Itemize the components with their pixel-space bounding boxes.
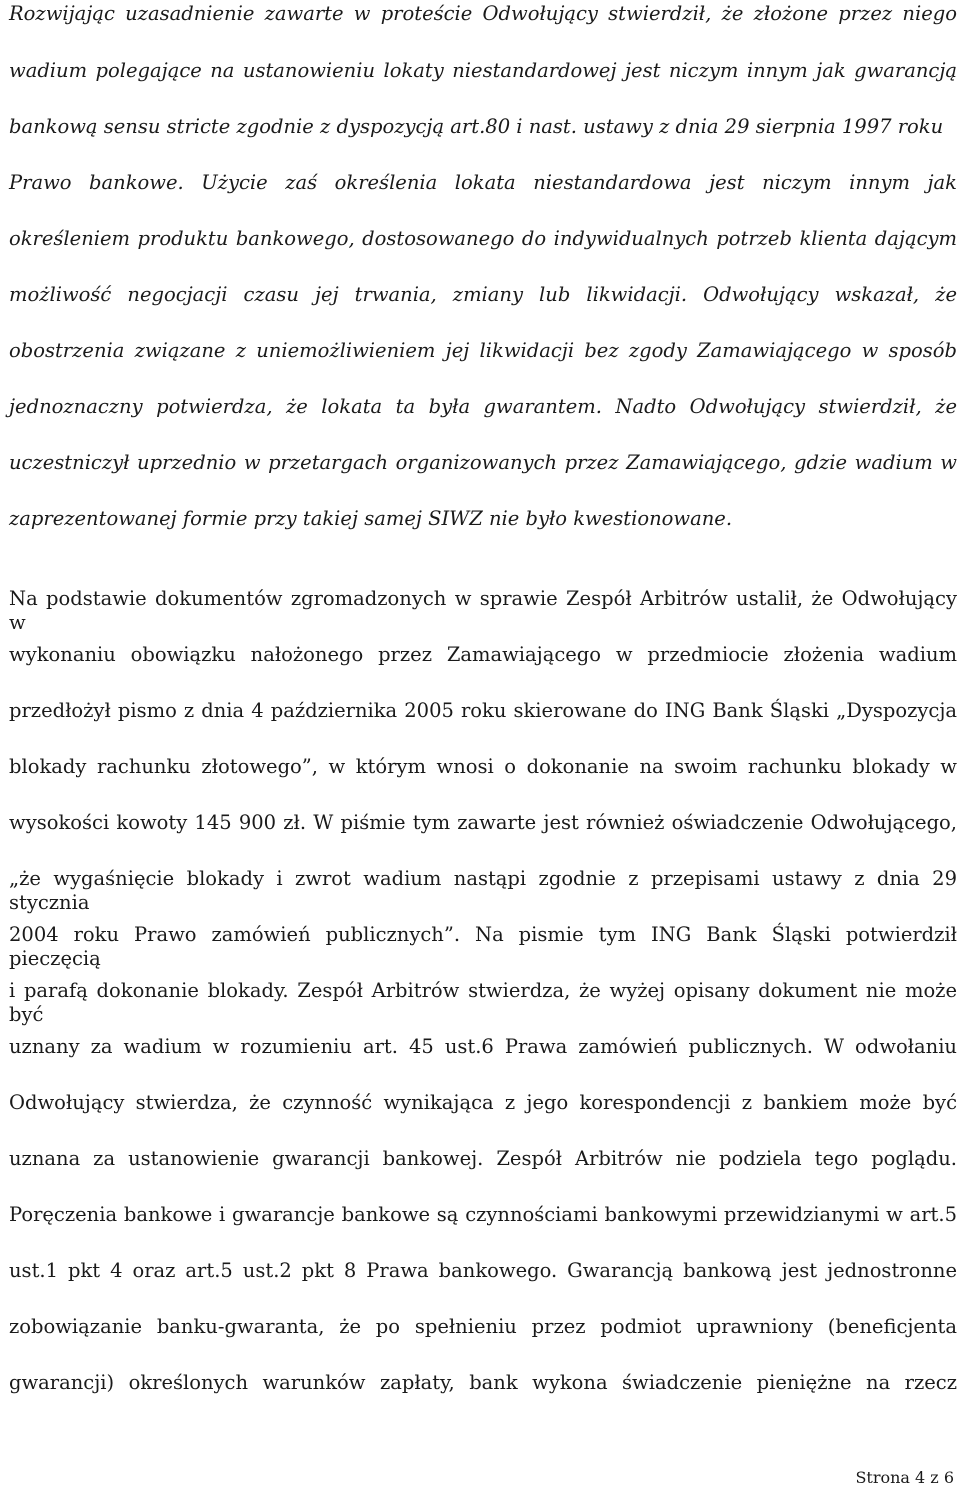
text-line: wykonaniu obowiązku nałożonego przez Zamawiającego w przedmiocie złożenia wadium (9, 643, 957, 666)
text-line: przedłożył pismo z dnia 4 października 2005 roku skierowane do ING Bank Śląski „Dyspozycja (9, 699, 957, 722)
text-line: obostrzenia związane z uniemożliwieniem jej likwidacji bez zgody Zamawiającego w sposób (9, 339, 957, 362)
text-line: Na podstawie dokumentów zgromadzonych w sprawie Zespół Arbitrów ustalił, że Odwołujący w (9, 587, 957, 634)
text-line: i parafą dokonanie blokady. Zespół Arbitrów stwierdza, że wyżej opisany dokument nie może być (9, 979, 957, 1026)
text-line: Odwołujący stwierdza, że czynność wynikająca z jego korespondencji z bankiem może być (9, 1091, 957, 1114)
text-line: możliwość negocjacji czasu jej trwania, zmiany lub likwidacji. Odwołujący wskazał, że (9, 283, 957, 306)
text-line: ust.1 pkt 4 oraz art.5 ust.2 pkt 8 Prawa bankowego. Gwarancją bankową jest jednostronne (9, 1259, 957, 1282)
page-number: Strona 4 z 6 (855, 1468, 954, 1487)
text-line: wadium polegające na ustanowieniu lokaty niestandardowej jest niczym innym jak gwarancją (9, 59, 957, 82)
text-line: jednoznaczny potwierdza, że lokata ta była gwarantem. Nadto Odwołujący stwierdził, że (9, 395, 957, 418)
text-line: Poręczenia bankowe i gwarancje bankowe są czynnościami bankowymi przewidzianymi w art.5 (9, 1203, 957, 1226)
text-line: uczestniczył uprzednio w przetargach organizowanych przez Zamawiającego, gdzie wadium w (9, 451, 957, 474)
text-line: bankową sensu stricte zgodnie z dyspozycją art.80 i nast. ustawy z dnia 29 sierpnia 1997 roku (9, 115, 944, 138)
text-line: wysokości kowoty 145 900 zł. W piśmie tym zawarte jest również oświadczenie Odwołującego, (9, 811, 957, 834)
text-line: 2004 roku Prawo zamówień publicznych”. Na pismie tym ING Bank Śląski potwierdził pieczęcią (9, 923, 957, 970)
text-line: gwarancji) określonych warunków zapłaty, bank wykona świadczenie pieniężne na rzecz (9, 1371, 957, 1394)
text-line: zobowiązanie banku-gwaranta, że po spełnieniu przez podmiot uprawniony (beneficjenta (9, 1315, 957, 1338)
text-line: zaprezentowanej formie przy takiej samej SIWZ nie było kwestionowane. (9, 507, 733, 530)
text-line: uznana za ustanowienie gwarancji bankowej. Zespół Arbitrów nie podziela tego poglądu. (9, 1147, 957, 1170)
text-line: określeniem produktu bankowego, dostosowanego do indywidualnych potrzeb klienta dającym (9, 227, 957, 250)
text-line: Rozwijając uzasadnienie zawarte w proteście Odwołujący stwierdził, że złożone przez niego (9, 2, 957, 25)
text-line: Prawo bankowe. Użycie zaś określenia lokata niestandardowa jest niczym innym jak (9, 171, 957, 194)
text-line: „że wygaśnięcie blokady i zwrot wadium nastąpi zgodnie z przepisami ustawy z dnia 29 stycznia (9, 867, 957, 914)
text-line: blokady rachunku złotowego”, w którym wnosi o dokonanie na swoim rachunku blokady w (9, 755, 957, 778)
text-line: uznany za wadium w rozumieniu art. 45 ust.6 Prawa zamówień publicznych. W odwołaniu (9, 1035, 957, 1058)
